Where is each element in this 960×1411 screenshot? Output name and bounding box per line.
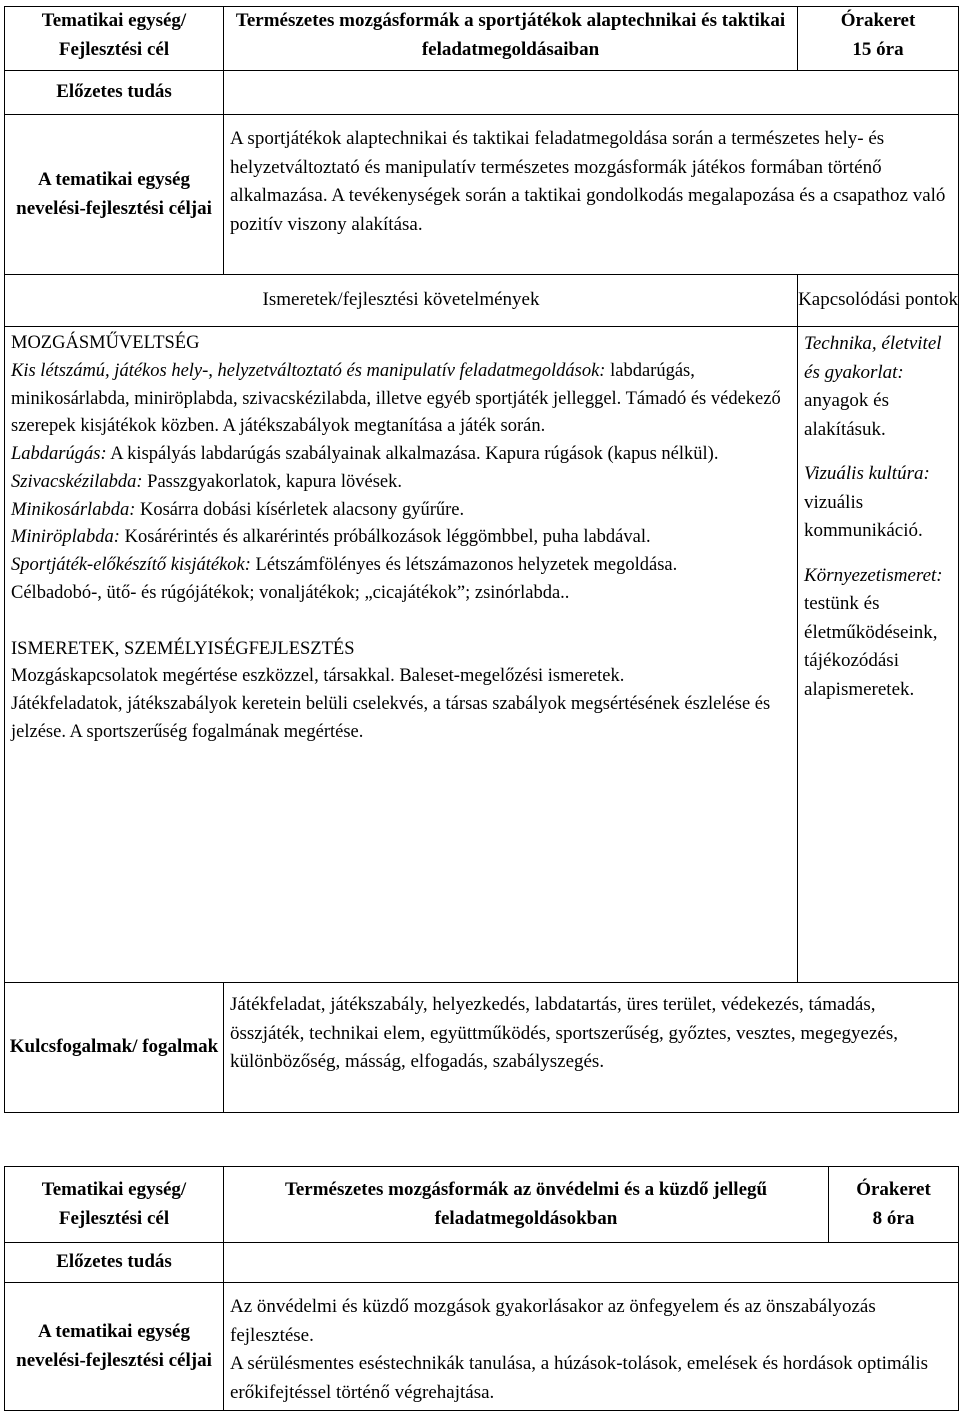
prior-knowledge-label-cell <box>5 71 224 115</box>
goals-text-2: A tevékenységek során a taktikai gondolkodás megalapozása és a csapathoz való pozitív viszony alakítása. <box>230 185 946 235</box>
prior-knowledge-label-cell-2 <box>5 1243 224 1283</box>
connections-header: Kapcsolódási pontok <box>798 289 958 311</box>
goals-text-cell-2 <box>224 1283 959 1411</box>
hours-value: 15 óra <box>852 38 904 60</box>
goals-label-cell <box>5 115 224 275</box>
goals-text-cell <box>224 115 959 275</box>
unit-title-cell <box>224 7 798 71</box>
req-s2-paragraph-2: Játékfeladatok, játékszabályok keretein belüli cselekvés, a társas szabályok megsértésének észlelése és jelzése. A sportszerűség fogalmának megértése. <box>11 694 771 742</box>
prior-knowledge-value <box>224 71 959 115</box>
unit-title-cell-2 <box>224 1167 829 1243</box>
unit-label: Tematikai egység/ Fejlesztési cél <box>41 10 187 60</box>
req-paragraph-2: Labdarúgás: A kispályás labdarúgás szabályainak alkalmazása. Kapura rúgások (kapus nélkül). <box>11 444 719 464</box>
prior-knowledge-label: Előzetes tudás <box>56 81 172 103</box>
unit-title-2: Természetes mozgásformák az önvédelmi és a küzdő jellegű feladatmegoldásokban <box>284 1179 768 1229</box>
unit-label-cell-2 <box>5 1167 224 1243</box>
prior-knowledge-label-2: Előzetes tudás <box>56 1251 172 1273</box>
goals-text-1: A sportjátékok alaptechnikai és taktikai feladatmegoldása során a természetes hely- és helyzetváltoztató és manipulatív természetes mozgásformák játékos formában történő alkalmazása. <box>230 128 885 206</box>
req-paragraph-3: Szivacskézilabda: Passzgyakorlatok, kapura lövések. <box>11 471 402 492</box>
req-paragraph-7: Célbadobó-, ütő- és rúgójátékok; vonaljátékok; „cicajátékok”; zsinórlabda.. <box>11 582 570 603</box>
connection-3: Környezetismeret: testünk és életműködéseink, tájékozódási alapismeretek. <box>804 564 943 700</box>
requirements-header-cell <box>5 275 798 327</box>
goals-label-cell-2 <box>5 1283 224 1411</box>
connections-cell <box>798 327 959 983</box>
hours-cell <box>798 7 959 71</box>
goals-label-2: A tematikai egység nevelési-fejlesztési céljai <box>16 1321 212 1371</box>
hours-label: Órakeret <box>840 10 916 31</box>
goals-label: A tematikai egység nevelési-fejlesztési céljai <box>16 169 212 219</box>
keywords-cell <box>224 983 959 1113</box>
section-title-mozgasmuveltseg: MOZGÁSMŰVELTSÉG <box>11 333 200 353</box>
section-title-ismeretek: ISMERETEK, SZEMÉLYISÉGFEJLESZTÉS <box>11 638 355 659</box>
keywords-text: Játékfeladat, játékszabály, helyezkedés, labdatartás, üres terület, védekezés, támadás, összjáték, technikai elem, együttműködés, sportszerűség, győztes, vesztes, megegyezés, különbözőség, másság, elfogadás, szabályszegés. <box>230 994 898 1072</box>
req-paragraph-4: Minikosárlabda: Kosárra dobási kísérletek alacsony gyűrűre. <box>11 499 465 520</box>
keywords-label: Kulcsfogalmak/ fogalmak <box>9 1036 219 1058</box>
req-paragraph-5: Miniröplabda: Kosárérintés és alkarérintés próbálkozások léggömbbel, puha labdával. <box>11 527 651 548</box>
req-s2-paragraph-1: Mozgáskapcsolatok megértése eszközzel, társakkal. Baleset-megelőzési ismeretek. <box>11 666 625 687</box>
unit-title: Természetes mozgásformák a sportjátékok alaptechnikai és taktikai feladatmegoldásaiban <box>235 10 786 60</box>
req-paragraph-1: Kis létszámú, játékos hely-, helyzetváltoztató és manipulatív feladatmegoldások: labdarúgás, minikosárlabda, miniröplabda, szivacskézilabda, illetve egyéb sportjáték jelleggel. Támadó és védekező szerepek kisjátékok közben. A játékszabályok megtanítása a játék során. <box>11 360 781 437</box>
connections-header-cell <box>798 275 959 327</box>
connection-1: Technika, életvitel és gyakorlat: anyagok és alakításuk. <box>804 333 942 440</box>
req-paragraph-6: Sportjáték-előkészítő kisjátékok: Létszámfölényes és létszámazonos helyzetek megoldása. <box>11 555 678 575</box>
hours-cell-2 <box>829 1167 959 1243</box>
connection-2: Vizuális kultúra: vizuális kommunikáció. <box>804 463 930 541</box>
prior-knowledge-value-2 <box>224 1243 959 1283</box>
unit-label-cell <box>5 7 224 71</box>
curriculum-table-2 <box>4 1166 959 1411</box>
goals-2-text-2: A sérülésmentes eséstechnikák tanulása, a húzások-tolások, emelések és hordások optimális erőkifejtéssel történő végrehajtása. <box>230 1353 929 1403</box>
unit-label-2: Tematikai egység/ Fejlesztési cél <box>41 1179 187 1229</box>
keywords-label-cell <box>5 983 224 1113</box>
requirements-cell <box>5 327 798 983</box>
hours-label-2: Órakeret <box>856 1179 931 1200</box>
hours-value-2: 8 óra <box>872 1207 915 1229</box>
curriculum-table-1 <box>4 6 959 1113</box>
goals-2-text-1: Az önvédelmi és küzdő mozgások gyakorlásakor az önfegyelem és az önszabályozás fejlesztése. <box>230 1296 876 1346</box>
requirements-header: Ismeretek/fejlesztési követelmények <box>262 289 540 311</box>
